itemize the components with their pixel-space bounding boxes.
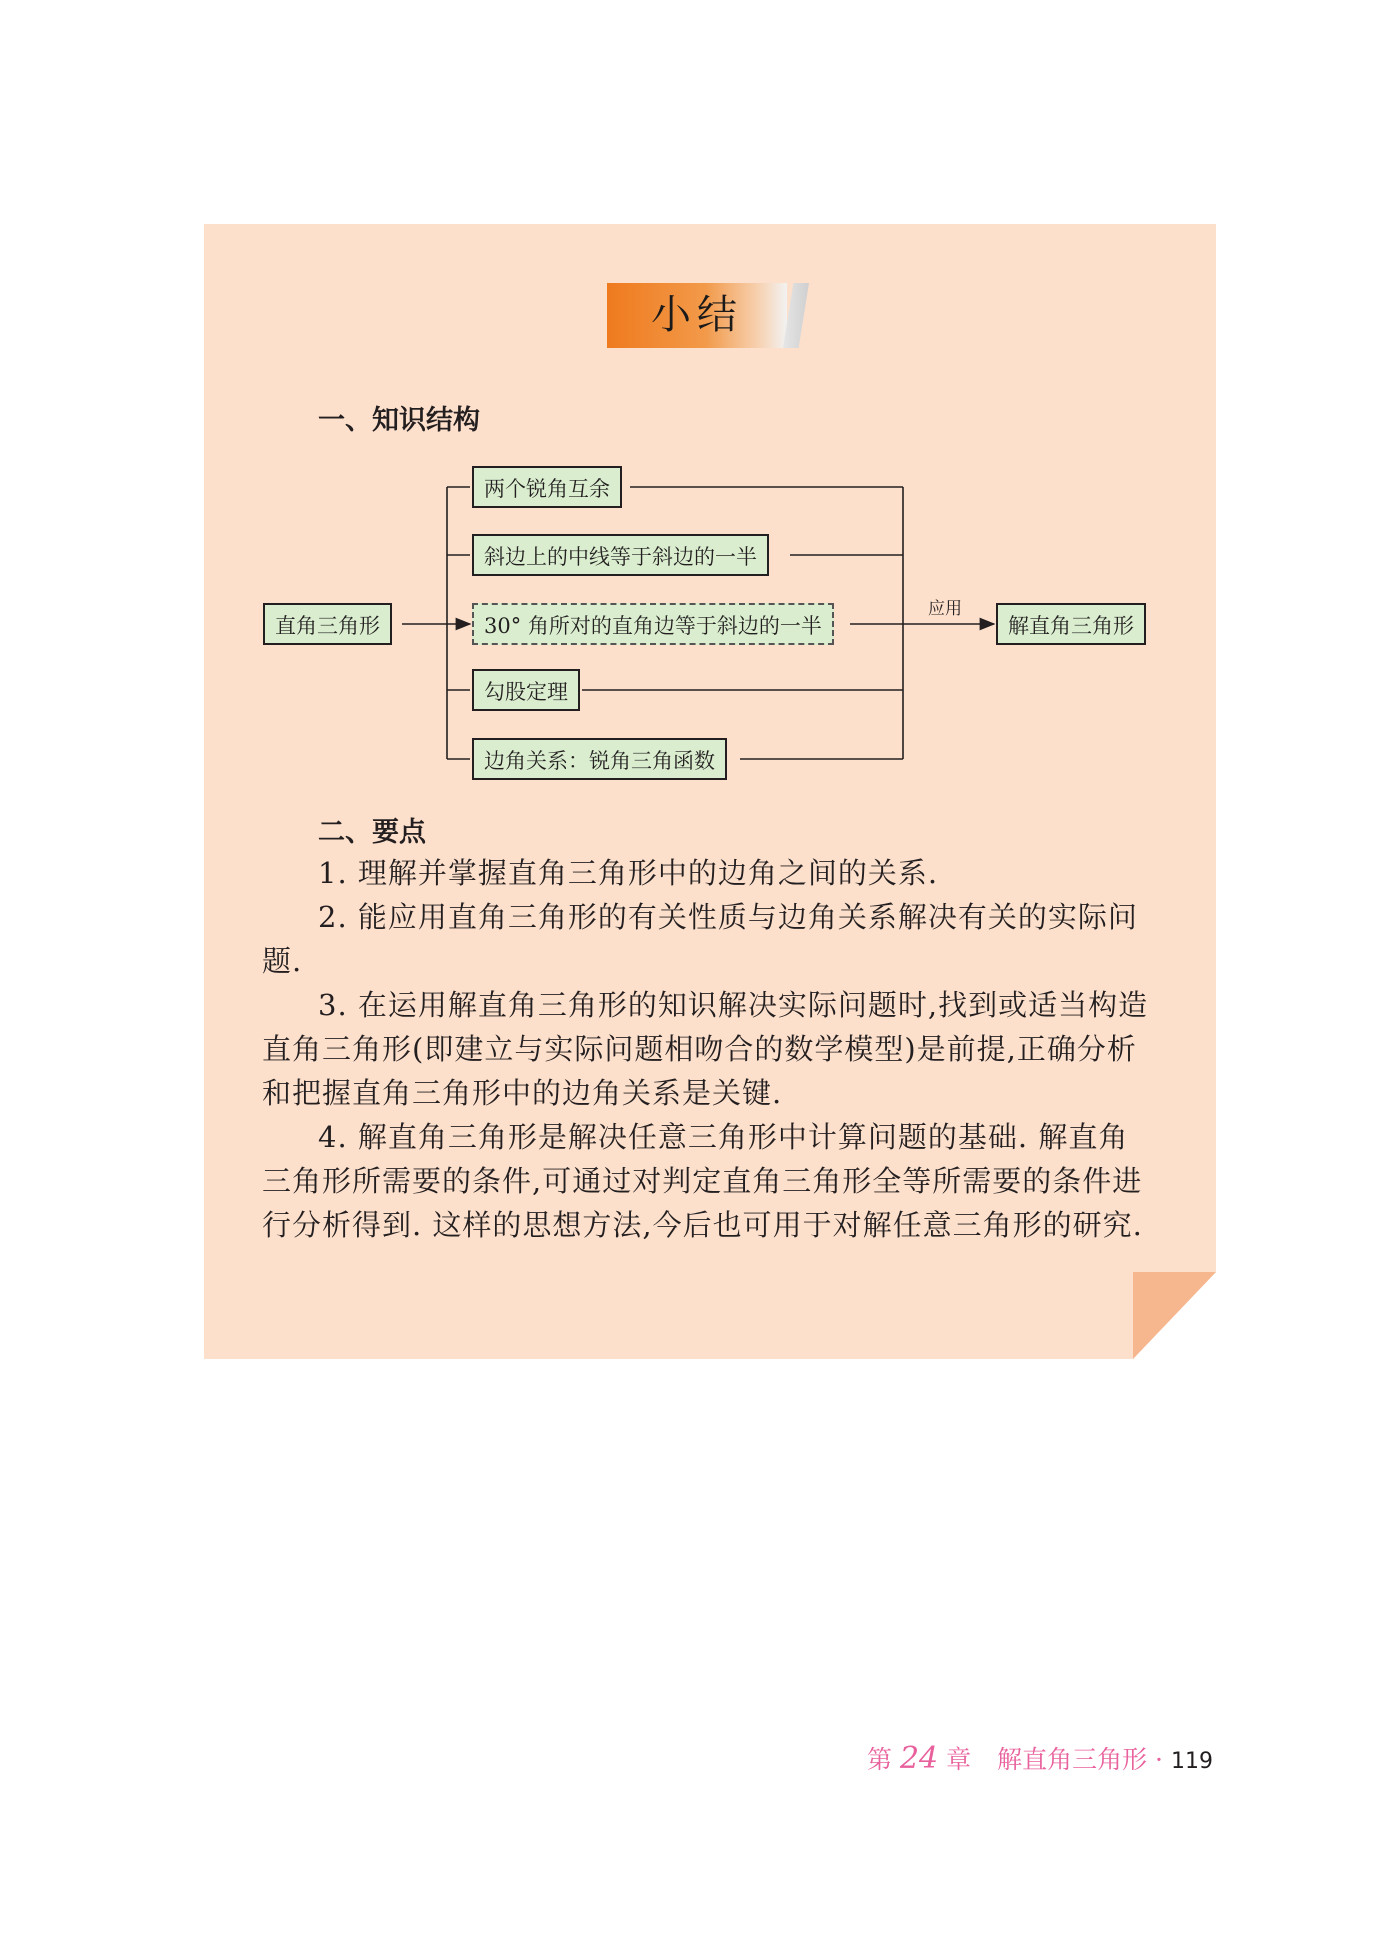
key-point-2: 2. 能应用直角三角形的有关性质与边角关系解决有关的实际问题. [262, 900, 1138, 978]
branch-median-box: 斜边上的中线等于斜边的一半 [472, 534, 769, 576]
knowledge-structure-heading: 一、知识结构 [318, 405, 480, 436]
apply-arrow-label: 应用 [928, 599, 962, 619]
branch-pythagorean-box: 勾股定理 [472, 669, 580, 711]
key-point-1: 1. 理解并掌握直角三角形中的边角之间的关系. [318, 856, 939, 890]
right-triangle-box: 直角三角形 [263, 603, 392, 645]
solve-right-triangle-box: 解直角三角形 [996, 603, 1146, 645]
branch-30-degree-box: 30° 角所对的直角边等于斜边的一半 [472, 603, 834, 645]
key-point-3: 3. 在运用解直角三角形的知识解决实际问题时,找到或适当构造直角三角形(即建立与实际问题相吻合的数学模型)是前提,正确分析和把握直角三角形中的边角关系是关键. [262, 988, 1149, 1110]
page-title: 小结 [651, 292, 743, 338]
chapter-number: 24 [899, 1741, 939, 1776]
branch-acute-angles-box: 两个锐角互余 [472, 466, 622, 508]
footer-separator: · [1155, 1745, 1163, 1774]
chapter-prefix: 第 [867, 1745, 893, 1774]
chapter-title: 解直角三角形 [997, 1745, 1148, 1774]
chapter-suffix: 章 [946, 1745, 972, 1774]
key-point-4: 4. 解直角三角形是解决任意三角形中计算问题的基础. 解直角三角形所需要的条件,可通过对判定直角三角形全等所需要的条件进行分析得到. 这样的思想方法,今后也可用于对解任意三角形的研究. [262, 1120, 1143, 1242]
page-footer [867, 1740, 1213, 1776]
page-number: 119 [1170, 1749, 1213, 1774]
key-points-heading: 二、要点 [318, 817, 426, 848]
branch-trig-functions-box: 边角关系：锐角三角函数 [472, 738, 727, 780]
